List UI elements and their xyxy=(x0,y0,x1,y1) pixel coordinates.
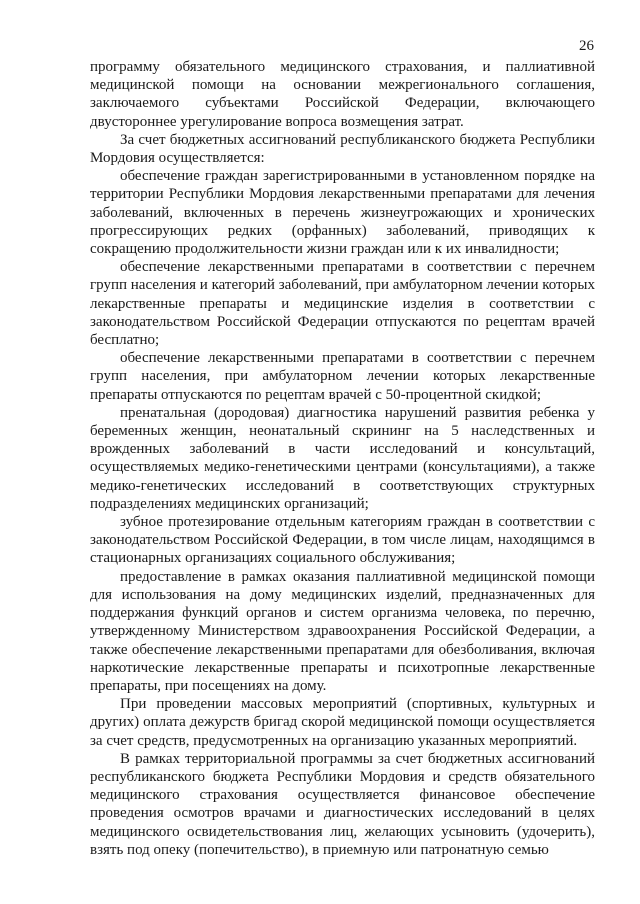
paragraph-adoption-exams: В рамках территориальной программы за счет бюджетных ассигнований республиканского бюджета Республики Мордовия и средств обязательного медицинского страхования осуществляется финансовое обеспечение проведения осмотров врачами и диагностических исследований в целях медицинского освидетельствования лиц, желающих усыновить (удочерить), взять под опеку (попечительство), в приемную или патронатную семью xyxy=(90,750,595,858)
paragraph-palliative-care: предоставление в рамках оказания паллиативной медицинской помощи для использования на дому медицинских изделий, предназначенных для поддержания функций органов и систем организма человека, по перечню, утвержденному Министерством здравоохранения Российской Федерации, а также обеспечение лекарственными препаратами для обезболивания, включая наркотические лекарственные препараты и психотропные лекарственные препараты, при посещениях на дому. xyxy=(90,568,595,694)
body-text xyxy=(90,58,595,859)
paragraph-free-drugs: обеспечение лекарственными препаратами в соответствии с перечнем групп населения и категорий заболеваний, при амбулаторном лечении которых лекарственные препараты и медицинские изделия в соответствии с законодательством Российской Федерации отпускаются по рецептам врачей бесплатно; xyxy=(90,259,595,349)
paragraph-budget-intro: За счет бюджетных ассигнований республиканского бюджета Республики Мордовия осуществляется: xyxy=(90,131,595,167)
paragraph-orphan-drugs: обеспечение граждан зарегистрированными в установленном порядке на территории Республики Мордовия лекарственными препаратами для лечения заболеваний, включенных в перечень жизнеугрожающих и хронических прогрессирующих редких (орфанных) заболеваний, приводящих к сокращению продолжительности жизни граждан или к их инвалидности; xyxy=(90,168,595,258)
page-number: 26 xyxy=(579,38,594,54)
paragraph-discount-drugs: обеспечение лекарственными препаратами в соответствии с перечнем групп населения, при амбулаторном лечении которых лекарственные препараты отпускаются по рецептам врачей с 50-процентной скидкой; xyxy=(90,350,595,403)
paragraph-prenatal-diagnostics: пренатальная (дородовая) диагностика нарушений развития ребенка у беременных женщин, неонатальный скрининг на 5 наследственных и врожденных заболеваний в части исследований и консультаций, осуществляемых медико-генетическими центрами (консультациями), а также медико-генетических исследований в соответствующих структурных подразделениях медицинских организаций; xyxy=(90,404,595,512)
paragraph-continuation: программу обязательного медицинского страхования, и паллиативной медицинской помощи на основании межрегионального соглашения, заключаемого субъектами Российской Федерации, включающего двустороннее урегулирование вопроса возмещения затрат. xyxy=(90,59,595,130)
paragraph-mass-events: При проведении массовых мероприятий (спортивных, культурных и других) оплата дежурств бригад скорой медицинской помощи осуществляется за счет средств, предусмотренных на организацию указанных мероприятий. xyxy=(90,696,595,749)
paragraph-dental-prosthetics: зубное протезирование отдельным категориям граждан в соответствии с законодательством Российской Федерации, в том числе лицам, находящимся в стационарных организациях социального обслуживания; xyxy=(90,514,595,567)
